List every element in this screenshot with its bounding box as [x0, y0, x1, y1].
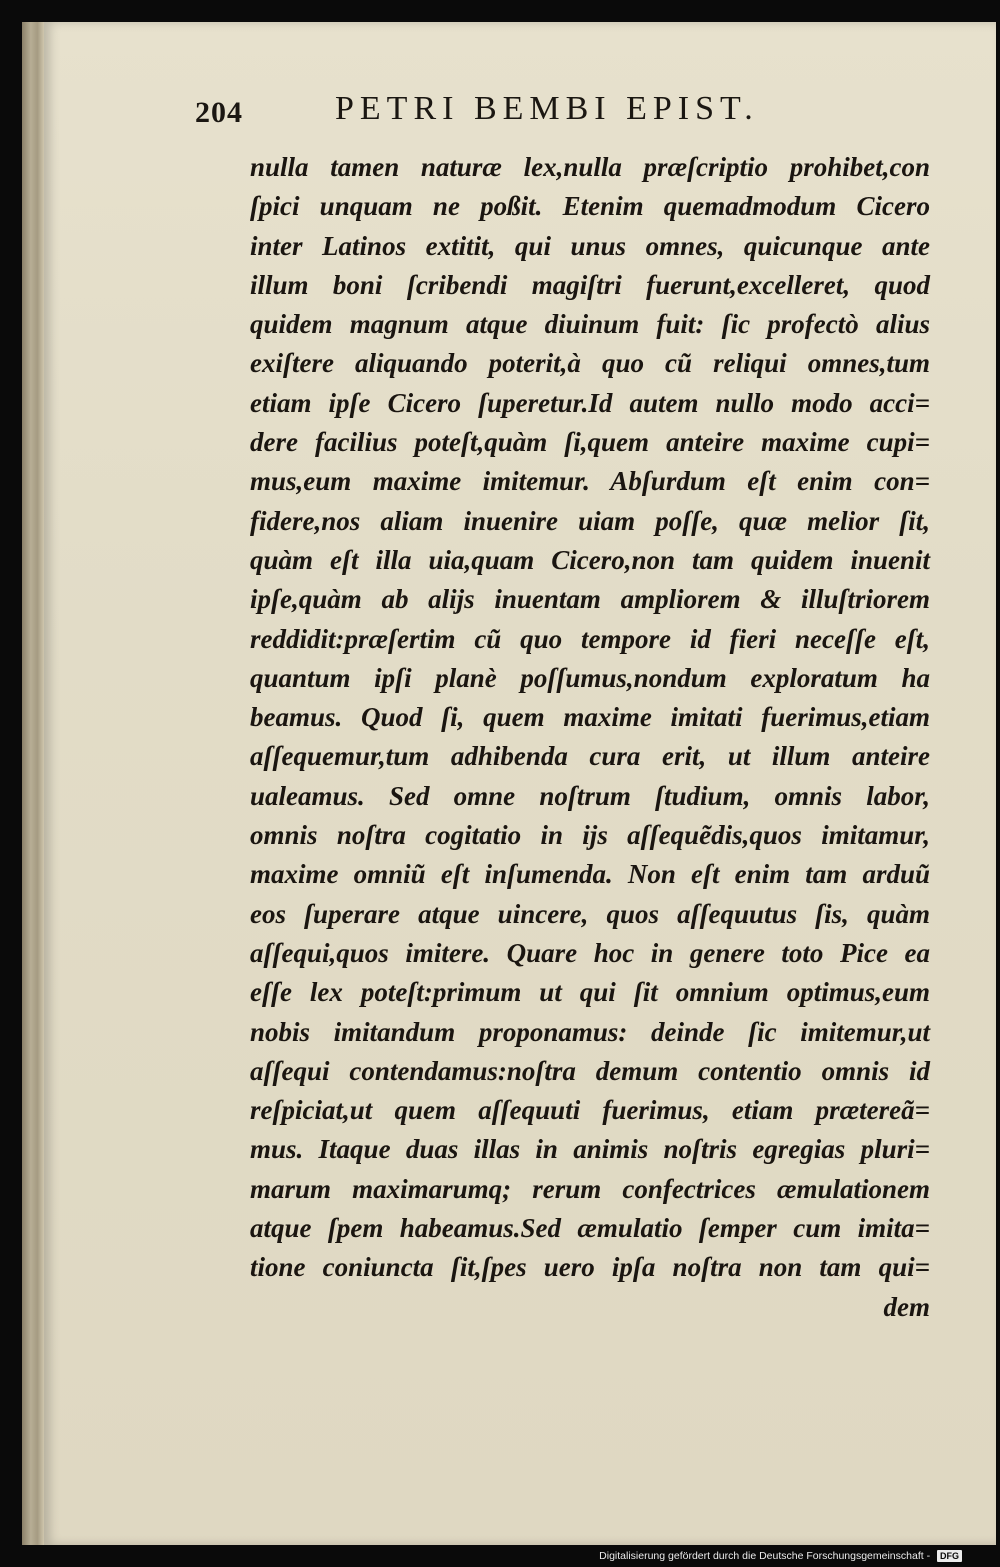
running-head — [195, 90, 845, 138]
running-title: PETRI BEMBI EPIST. — [335, 90, 759, 127]
text-block — [250, 148, 930, 1327]
text-line: quàm eſt illa uia,quam Cicero,non tam quidem inuenit — [250, 544, 930, 575]
text-line: exiſtere aliquando poterit,à quo cũ reliqui omnes,tum — [250, 348, 930, 379]
text-line: mus,eum maxime imitemur. Abſurdum eſt enim con= — [250, 466, 930, 497]
text-line: marum maximarumq; rerum confectrices æmulationem — [250, 1173, 930, 1204]
text-line: omnis noſtra cogitatio in ijs aſſequẽdis,quos imitamur, — [250, 820, 930, 851]
text-line: beamus. Quod ſi, quem maxime imitati fuerimus,etiam — [250, 702, 930, 733]
text-line: aſſequi,quos imitere. Quare hoc in genere toto Pice ea — [250, 937, 930, 968]
text-line: ualeamus. Sed omne noſtrum ſtudium, omnis labor, — [250, 780, 930, 811]
text-line: aſſequemur,tum adhibenda cura erit, ut illum anteire — [250, 741, 930, 772]
dfg-logo[interactable]: DFG — [937, 1550, 962, 1562]
text-line: dere facilius poteſt,quàm ſi,quem anteire maxime cupi= — [250, 427, 930, 458]
text-line: atque ſpem habeamus.Sed æmulatio ſemper cum imita= — [250, 1213, 930, 1244]
text-line: nobis imitandum proponamus: deinde ſic imitemur,ut — [250, 1016, 930, 1047]
text-line: maxime omniũ eſt inſumenda. Non eſt enim tam arduũ — [250, 859, 930, 890]
text-line: ſpici unquam ne poßit. Etenim quemadmodum Cicero — [250, 191, 930, 222]
text-line: fidere,nos aliam inuenire uiam poſſe, quæ melior ſit, — [250, 505, 930, 536]
text-line: eſſe lex poteſt:primum ut qui ſit omnium optimus,eum — [250, 977, 930, 1008]
credit-text: Digitalisierung gefördert durch die Deutsche Forschungsgemeinschaft - — [599, 1550, 931, 1562]
text-line: reſpiciat,ut quem aſſequuti fuerimus, etiam prætereã= — [250, 1095, 930, 1126]
text-line: aſſequi contendamus:noſtra demum contentio omnis id — [250, 1055, 930, 1086]
text-line: ipſe,quàm ab alijs inuentam ampliorem & illuſtriorem — [250, 584, 930, 615]
text-line: reddidit:præſertim cũ quo tempore id fieri neceſſe eſt, — [250, 623, 930, 654]
text-line: inter Latinos extitit, qui unus omnes, quicunque ante — [250, 230, 930, 261]
text-line: etiam ipſe Cicero ſuperetur.Id autem nullo modo acci= — [250, 387, 930, 418]
text-line: dem — [883, 1291, 930, 1322]
text-line: nulla tamen naturæ lex,nulla præſcriptio prohibet,con — [250, 152, 930, 182]
text-line: tione coniuncta ſit,ſpes uero ipſa noſtra non tam qui= — [250, 1252, 930, 1283]
digitization-credit — [599, 1548, 962, 1564]
text-line: illum boni ſcribendi magiſtri fuerunt,excelleret, quod — [250, 269, 930, 300]
text-line: mus. Itaque duas illas in animis noſtris egregias pluri= — [250, 1134, 930, 1165]
text-line: quidem magnum atque diuinum fuit: ſic profectò alius — [250, 309, 930, 340]
page-edge-stack — [22, 22, 44, 1545]
text-line: eos ſuperare atque uincere, quos aſſequutus ſis, quàm — [250, 898, 930, 929]
text-line: quantum ipſi planè poſſumus,nondum exploratum ha — [250, 662, 930, 693]
page-number: 204 — [195, 96, 243, 129]
